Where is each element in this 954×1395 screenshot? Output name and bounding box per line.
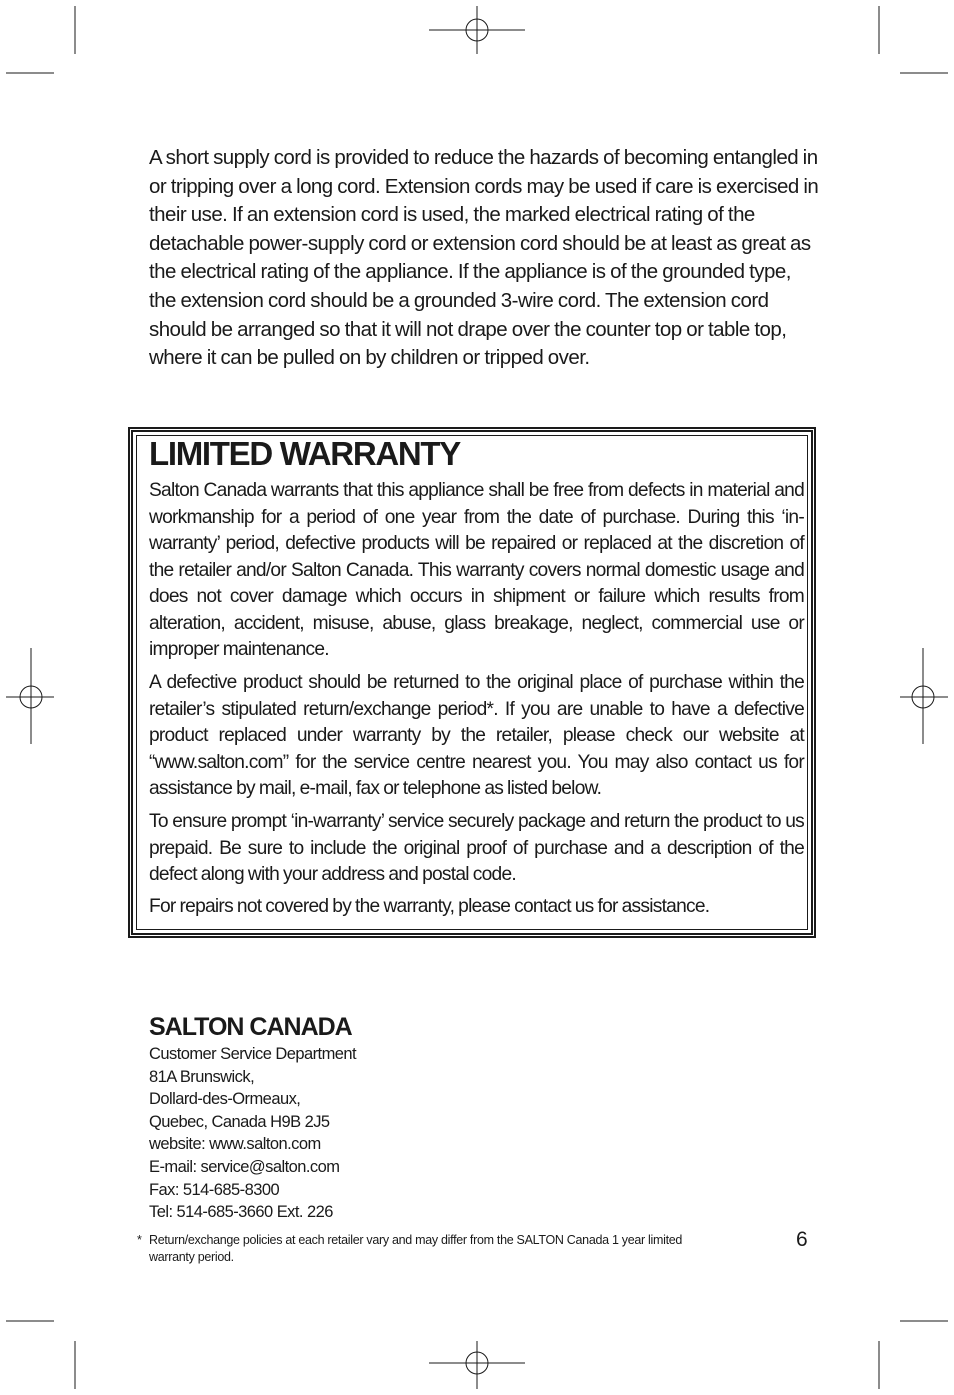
company-name-heading: SALTON CANADA [149, 1013, 352, 1041]
address-line-website: website: www.salton.com [149, 1135, 321, 1154]
extension-cord-paragraph: A short supply cord is provided to reduce the hazards of becoming entangled in or tripping over a long cord. Extension cords may be used if care is exercised in their use. If an extension cord is used, the marked electrical rating of the detachable power-supply cord or extension cord should be at least as great as the electrical rating of the appliance. If the appliance is of the grounded type, the extension cord should be a grounded 3-wire cord. The extension cord should be arranged so that it will not drape over the counter top or table top, where it can be pulled on by children or tripped over. [149, 146, 819, 370]
address-line-department: Customer Service Department [149, 1045, 357, 1063]
limited-warranty-heading: LIMITED WARRANTY [149, 435, 461, 472]
address-line-street: 81A Brunswick, [149, 1067, 255, 1086]
address-line-fax: Fax: 514-685-8300 [149, 1180, 280, 1199]
company-contact-address [149, 1043, 356, 1224]
footnote-marker: * [137, 1233, 142, 1247]
warranty-paragraph-returns: A defective product should be returned to the original place of purchase within the retailer’s stipulated return/exchange period*. If you are unable to have a defective product replaced under warranty by the retailer, please check our website at “www.salton.com” for the service centre nearest you. You may also contact us for assistance by mail, e-mail, fax or telephone as listed below. [149, 672, 804, 799]
warranty-paragraph-repairs: For repairs not covered by the warranty, please contact us for assistance. [149, 896, 710, 917]
address-line-city: Dollard-des-Ormeaux, [149, 1090, 301, 1109]
address-line-telephone: Tel: 514-685-3660 Ext. 226 [149, 1203, 333, 1222]
address-line-province-postal: Quebec, Canada H9B 2J5 [149, 1112, 330, 1131]
warranty-paragraph-service: To ensure prompt ‘in-warranty’ service securely package and return the product to us prepaid. Be sure to include the original proof of purchase and a description of the defect along with your address and postal code. [149, 811, 804, 885]
footnote-text: Return/exchange policies at each retailer vary and may differ from the SALTON Canada 1 year limited warranty period. [149, 1233, 683, 1264]
page-number: 6 [796, 1228, 808, 1251]
return-policy-footnote [137, 1232, 729, 1266]
warranty-paragraph-coverage: Salton Canada warrants that this appliance shall be free from defects in material and workmanship for a period of one year from the date of purchase. During this ‘in-warranty’ period, defective products will be repaired or replaced at the discretion of the retailer and/or Salton Canada. This warranty covers normal domestic usage and does not cover damage which occurs in shipment or failure which results from alteration, accident, misuse, abuse, glass breakage, neglect, commercial use or improper maintenance. [149, 480, 804, 660]
address-line-email: E-mail: service@salton.com [149, 1157, 340, 1176]
